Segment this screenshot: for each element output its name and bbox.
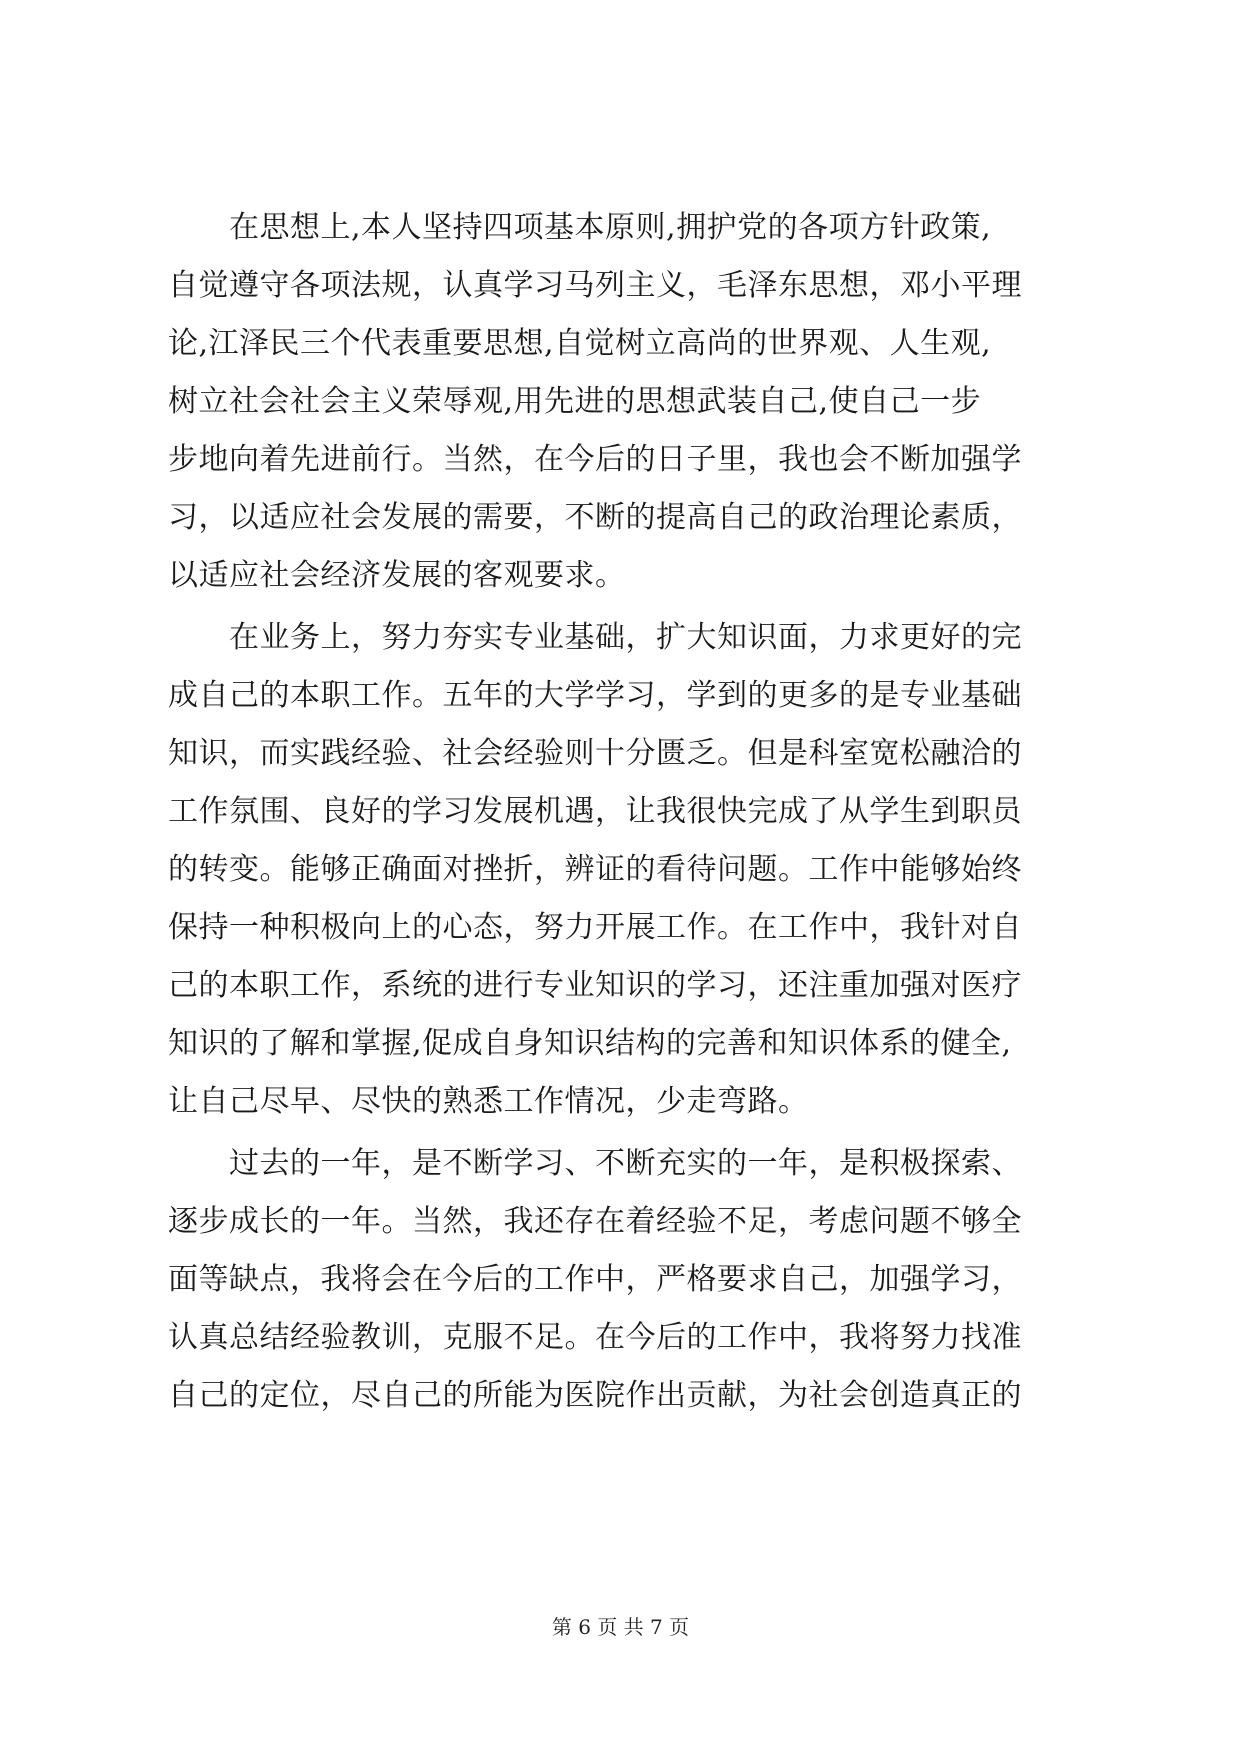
text-line: 认真总结经验教训，克服不足。在今后的工作中，我将努力找准 bbox=[168, 1320, 1022, 1355]
text-line: 树立社会社会主义荣辱观,用先进的思想武装自己,使自己一步 bbox=[168, 384, 982, 419]
text-line: 面等缺点，我将会在今后的工作中，严格要求自己，加强学习， bbox=[168, 1262, 1022, 1297]
text-line: 知识的了解和掌握,促成自身知识结构的完善和知识体系的健全, bbox=[168, 1026, 1012, 1061]
text-line: 过去的一年，是不断学习、不断充实的一年，是积极探索、 bbox=[168, 1146, 1022, 1181]
text-line: 习，以适应社会发展的需要，不断的提高自己的政治理论素质， bbox=[168, 500, 1022, 535]
text-line: 知识，而实践经验、社会经验则十分匮乏。但是科室宽松融洽的 bbox=[168, 736, 1022, 771]
text-line: 步地向着先进前行。当然，在今后的日子里，我也会不断加强学 bbox=[168, 442, 1022, 477]
text-line: 工作氛围、良好的学习发展机遇，让我很快完成了从学生到职员 bbox=[168, 794, 1022, 829]
text-line: 逐步成长的一年。当然，我还存在着经验不足，考虑问题不够全 bbox=[168, 1204, 1022, 1239]
text-line: 让自己尽早、尽快的熟悉工作情况，少走弯路。 bbox=[168, 1084, 809, 1119]
text-line: 论,江泽民三个代表重要思想,自觉树立高尚的世界观、人生观, bbox=[168, 326, 992, 361]
page-number: 第 6 页 共 7 页 bbox=[551, 1615, 690, 1639]
text-line: 己的本职工作，系统的进行专业知识的学习，还注重加强对医疗 bbox=[168, 968, 1022, 1003]
text-line: 的转变。能够正确面对挫折，辨证的看待问题。工作中能够始终 bbox=[168, 852, 1022, 887]
text-line: 在思想上,本人坚持四项基本原则,拥护党的各项方针政策, bbox=[168, 210, 992, 245]
text-line: 在业务上，努力夯实专业基础，扩大知识面，力求更好的完 bbox=[168, 620, 1022, 655]
text-line: 自己的定位，尽自己的所能为医院作出贡献，为社会创造真正的 bbox=[168, 1378, 1022, 1413]
text-line: 以适应社会经济发展的客观要求。 bbox=[168, 558, 626, 593]
text-line: 自觉遵守各项法规，认真学习马列主义，毛泽东思想，邓小平理 bbox=[168, 268, 1022, 303]
text-line: 保持一种积极向上的心态，努力开展工作。在工作中，我针对自 bbox=[168, 910, 1022, 945]
text-line: 成自己的本职工作。五年的大学学习，学到的更多的是专业基础 bbox=[168, 678, 1022, 713]
